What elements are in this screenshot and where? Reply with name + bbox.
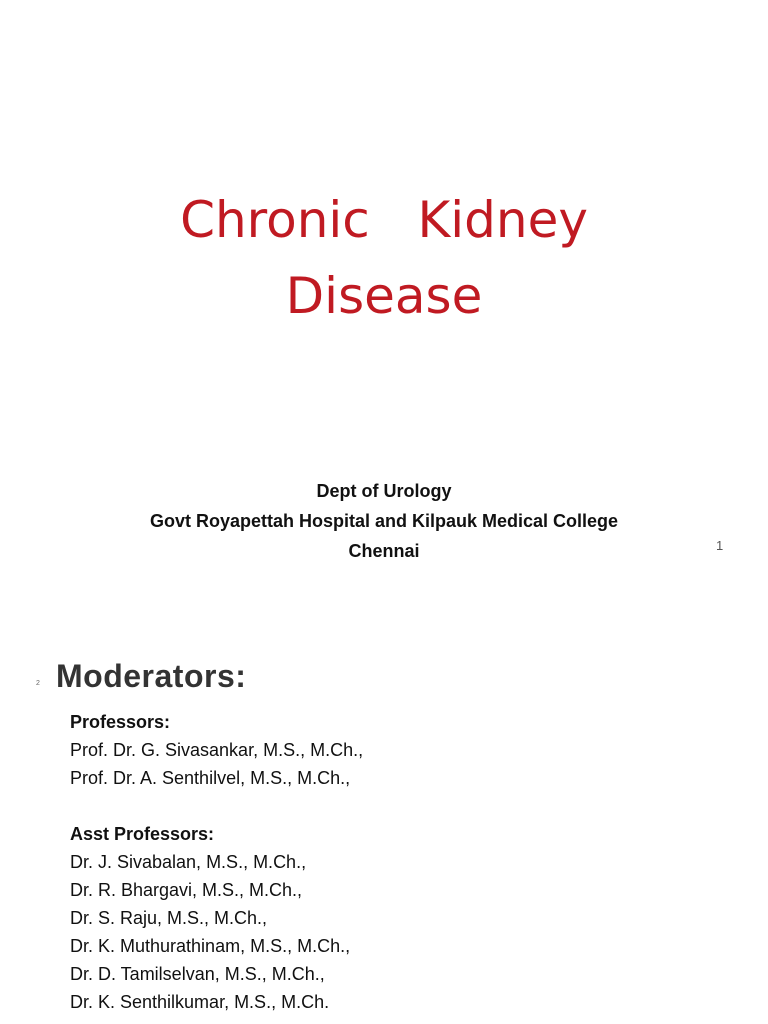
list-item: Dr. K. Senthilkumar, M.S., M.Ch.	[70, 992, 330, 1012]
slide-number: 1	[716, 538, 724, 553]
list-item: Prof. Dr. A. Senthilvel, M.S., M.Ch.,	[70, 768, 351, 788]
slide-2	[0, 620, 768, 1024]
slide-number: 2	[36, 680, 40, 687]
subtitle-line: Dept of Urology	[316, 481, 452, 501]
asst-professors-heading: Asst Professors:	[70, 824, 215, 844]
subtitle-line: Govt Royapettah Hospital and Kilpauk Medical College	[149, 511, 619, 531]
title-line: Chronic Kidney	[180, 191, 588, 249]
slide-title	[0, 182, 768, 334]
list-item: Dr. D. Tamilselvan, M.S., M.Ch.,	[70, 964, 325, 984]
list-item: Prof. Dr. G. Sivasankar, M.S., M.Ch.,	[70, 740, 364, 760]
subtitle-line: Chennai	[348, 541, 420, 561]
list-item: Dr. S. Raju, M.S., M.Ch.,	[70, 908, 268, 928]
list-item: Dr. J. Sivabalan, M.S., M.Ch.,	[70, 852, 307, 872]
slide-subtitle	[0, 476, 768, 566]
spacer	[70, 792, 363, 820]
moderators-list	[70, 708, 363, 1016]
professors-heading: Professors:	[70, 712, 171, 732]
title-line: Disease	[285, 267, 483, 325]
list-item: Dr. K. Muthurathinam, M.S., M.Ch.,	[70, 936, 351, 956]
slide-title: Moderators:	[56, 658, 247, 694]
list-item: Dr. R. Bhargavi, M.S., M.Ch.,	[70, 880, 303, 900]
